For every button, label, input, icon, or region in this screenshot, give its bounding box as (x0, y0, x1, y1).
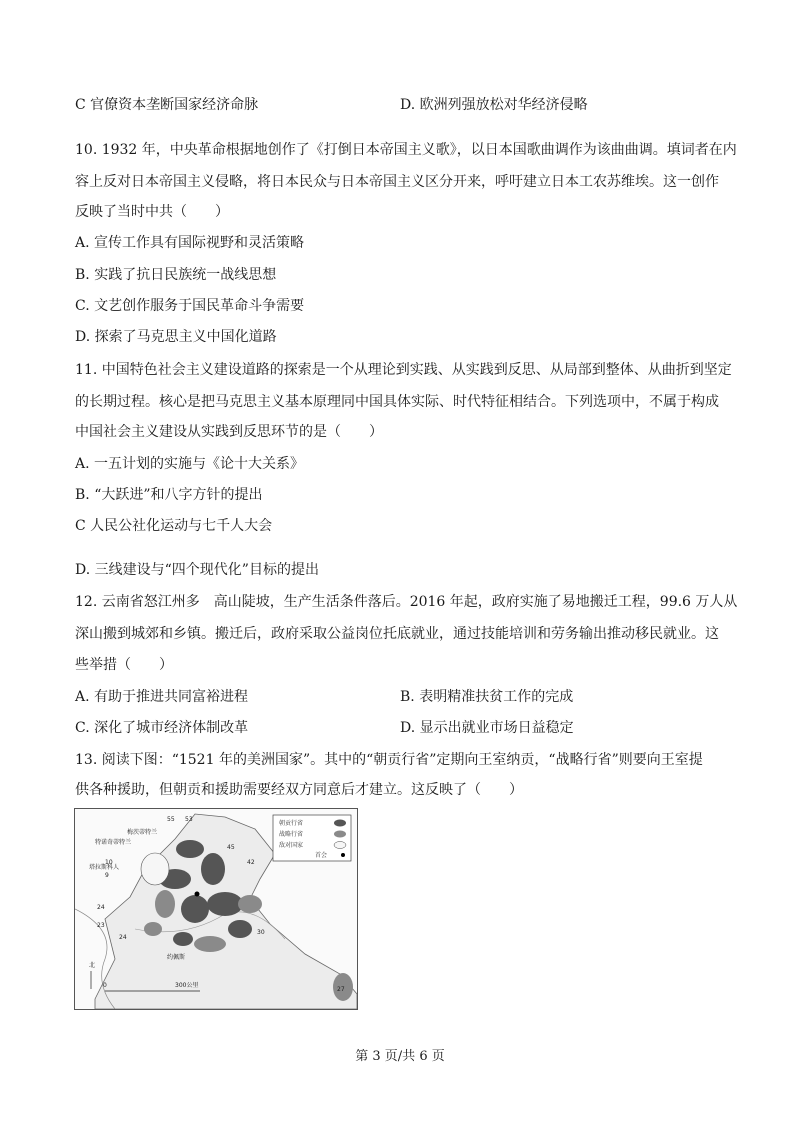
legend-swatch-tributary (334, 820, 346, 827)
legend-strategic: 战略行省 (279, 831, 304, 838)
q11-stem-line-3: 中国社会主义建设从实践到反思环节的是（ ） (75, 424, 383, 440)
province-shape (228, 920, 252, 938)
legend-swatch-capital (341, 853, 345, 857)
q9-option-d: D. 欧洲列强放松对华经济侵略 (400, 97, 588, 113)
q12-stem-line-2: 深山搬到城郊和乡镇。搬迁后，政府采取公益岗位托底就业，通过技能培训和劳务输出推动移民就业。这 (75, 626, 719, 642)
map-label-42: 42 (247, 859, 255, 866)
scale-label: 300公里 (175, 982, 199, 989)
q12-option-b: B. 表明精准扶贫工作的完成 (400, 689, 574, 705)
province-shape (194, 936, 226, 952)
province-shape (176, 840, 204, 858)
map-label-30: 30 (257, 929, 265, 936)
map-label-55: 55 (167, 816, 175, 823)
province-shape (173, 932, 193, 946)
q10-stem-line-2: 容上反对日本帝国主义侵略，将日本民众与日本帝国主义区分开来，呼吁建立日本工农苏维埃。这一创作 (75, 174, 719, 190)
province-shape (144, 922, 162, 936)
scale-zero: 0 (103, 982, 107, 989)
q13-stem-line-2: 供各种援助，但朝贡和援助需要经双方同意后才建立。这反映了（ ） (75, 782, 523, 798)
legend-hostile: 敌对国家 (279, 842, 304, 849)
map-label-9: 9 (105, 872, 109, 879)
q12-stem-line-3: 些举措（ ） (75, 657, 173, 673)
province-shape (155, 890, 175, 918)
map-label-53: 53 (185, 816, 193, 823)
province-shape (181, 895, 209, 923)
capital-marker (195, 892, 200, 897)
q10-stem-line-1: 10. 1932 年，中央革命根据地创作了《打倒日本帝国主义歌》，以日本国歌曲调作为该曲曲调。填词者在内 (75, 142, 737, 158)
hostile-state-shape (141, 853, 169, 885)
map-label-metztitlan: 梅茨蒂特兰 (127, 829, 158, 836)
province-shape (201, 853, 225, 885)
q10-option-c: C. 文艺创作服务于国民革命斗争需要 (75, 298, 305, 314)
map-label-24b: 24 (119, 934, 127, 941)
q11-option-a: A. 一五计划的实施与《论十大关系》 (75, 456, 305, 472)
legend-tributary: 朝贡行省 (279, 820, 304, 827)
q10-stem-line-3: 反映了当时中共（ ） (75, 204, 229, 220)
q10-option-a: A. 宣传工作具有国际视野和灵活策略 (75, 235, 305, 251)
north-label: 北 (89, 962, 96, 969)
q11-option-d: D. 三线建设与“四个现代化”目标的提出 (75, 562, 319, 578)
map-label-27: 27 (337, 986, 345, 993)
q11-stem-line-2: 的长期过程。核心是把马克思主义基本原理同中国具体实际、时代特征相结合。下列选项中，不属于构成 (75, 394, 719, 410)
map-label-yopes: 约佩斯 (167, 954, 186, 961)
q12-option-c: C. 深化了城市经济体制改革 (75, 720, 249, 736)
map-label-10: 10 (105, 859, 113, 866)
province-shape (207, 892, 243, 916)
q11-option-c: C 人民公社化运动与七千人大会 (75, 518, 273, 534)
map-label-45: 45 (227, 844, 235, 851)
legend-swatch-strategic (334, 831, 346, 838)
q12-option-d: D. 显示出就业市场日益稳定 (400, 720, 574, 736)
map-svg (75, 809, 357, 1009)
q12-option-a: A. 有助于推进共同富裕进程 (75, 689, 249, 705)
map-label-23: 23 (97, 922, 105, 929)
legend-capital: 首会 (315, 852, 328, 859)
legend-swatch-hostile (334, 842, 346, 849)
q12-stem-line-1: 12. 云南省怒江州多 高山陡坡，生产生活条件落后。2016 年起，政府实施了易地搬迁工程，99.6 万人从 (75, 594, 738, 610)
q11-stem-line-1: 11. 中国特色社会主义建设道路的探索是一个从理论到实践、从实践到反思、从局部到整体、从曲折到坚定 (75, 362, 732, 378)
page-footer: 第 3 页/共 6 页 (355, 1049, 445, 1064)
map-label-tarascans: 塔拉斯科人 (89, 864, 120, 871)
map-label-tenochtitlan: 特诺奇蒂特兰 (95, 839, 132, 846)
q10-option-d: D. 探索了马克思主义中国化道路 (75, 329, 277, 345)
q13-stem-line-1: 13. 阅读下图：“1521 年的美洲国家”。其中的“朝贡行省”定期向王室纳贡，“战略行省”则要向王室提 (75, 752, 703, 768)
map-label-24a: 24 (97, 904, 105, 911)
map-legend (273, 815, 351, 861)
province-shape (238, 895, 262, 913)
map-figure-1521-americas (74, 808, 358, 1010)
q11-option-b: B. “大跃进”和八字方针的提出 (75, 487, 263, 503)
q9-option-c: C 官僚资本垄断国家经济命脉 (75, 97, 259, 113)
q10-option-b: B. 实践了抗日民族统一战线思想 (75, 267, 277, 283)
